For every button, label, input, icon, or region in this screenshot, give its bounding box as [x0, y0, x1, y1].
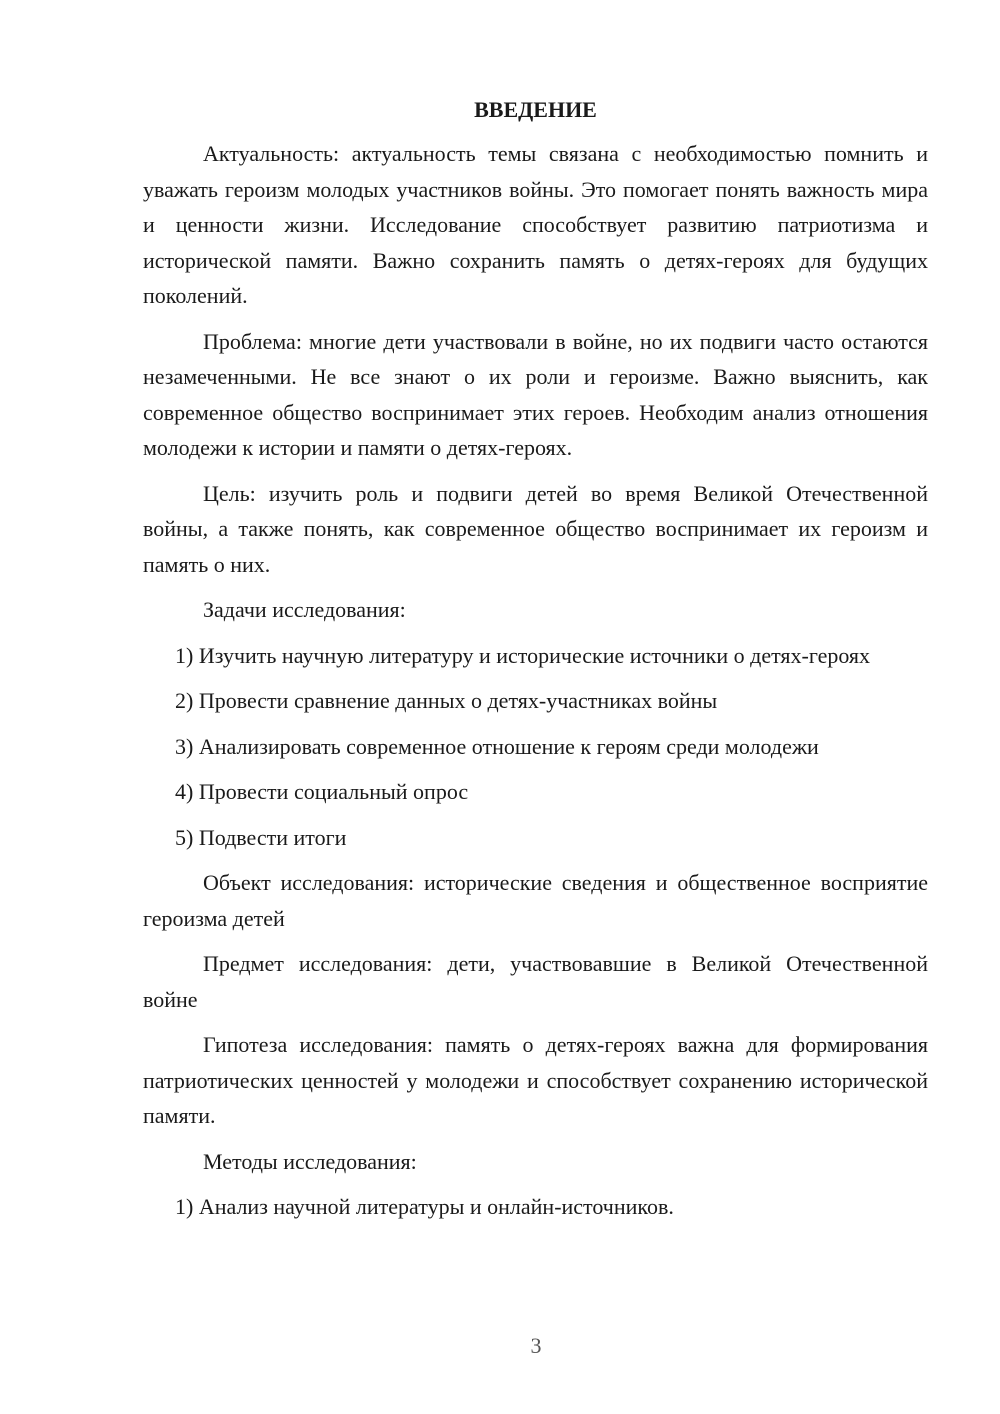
task-item: 2) Провести сравнение данных о детях-участниках войны — [175, 688, 718, 713]
object-paragraph: Объект исследования: исторические сведения и общественное восприятие героизма детей — [143, 870, 928, 931]
task-item: 5) Подвести итоги — [175, 824, 347, 850]
hypothesis-paragraph: Гипотеза исследования: память о детях-героях важна для формирования патриотических ценностей у молодежи и способствует сохранению исторической памяти. — [143, 1032, 928, 1128]
problem-paragraph: Проблема: многие дети участвовали в войне, но их подвиги часто остаются незамеченными. Не все знают о их роли и героизме. Важно выяснить, как современное общество воспринимает этих героев. Необходим анализ отношения молодежи к истории и памяти о детях-героях. — [143, 328, 928, 460]
section-title: ВВЕДЕНИЕ — [474, 97, 597, 122]
task-item: 3) Анализировать современное отношение к героям среди молодежи — [175, 733, 819, 759]
relevance-paragraph: Актуальность: актуальность темы связана с необходимостью помнить и уважать героизм молодых участников войны. Это помогает понять важность мира и ценности жизни. Исследование способствует развитию патриотизма и исторической памяти. Важно сохранить память о детях-героях для будущих поколений. — [143, 141, 928, 308]
subject-paragraph: Предмет исследования: дети, участвовавшие в Великой Отечественной войне — [143, 951, 928, 1012]
task-item: 1) Изучить научную литературу и исторические источники о детях-героях — [175, 642, 871, 668]
methods-heading: Методы исследования: — [203, 1148, 417, 1174]
method-item: 1) Анализ научной литературы и онлайн-источников. — [175, 1194, 674, 1219]
page-number: 3 — [530, 1333, 542, 1358]
task-item: 4) Провести социальный опрос — [175, 779, 469, 804]
tasks-heading: Задачи исследования: — [203, 597, 406, 622]
document-page — [143, 92, 928, 1235]
goal-paragraph: Цель: изучить роль и подвиги детей во время Великой Отечественной войны, а также понять, как современное общество воспринимает их героизм и память о них. — [143, 480, 928, 577]
